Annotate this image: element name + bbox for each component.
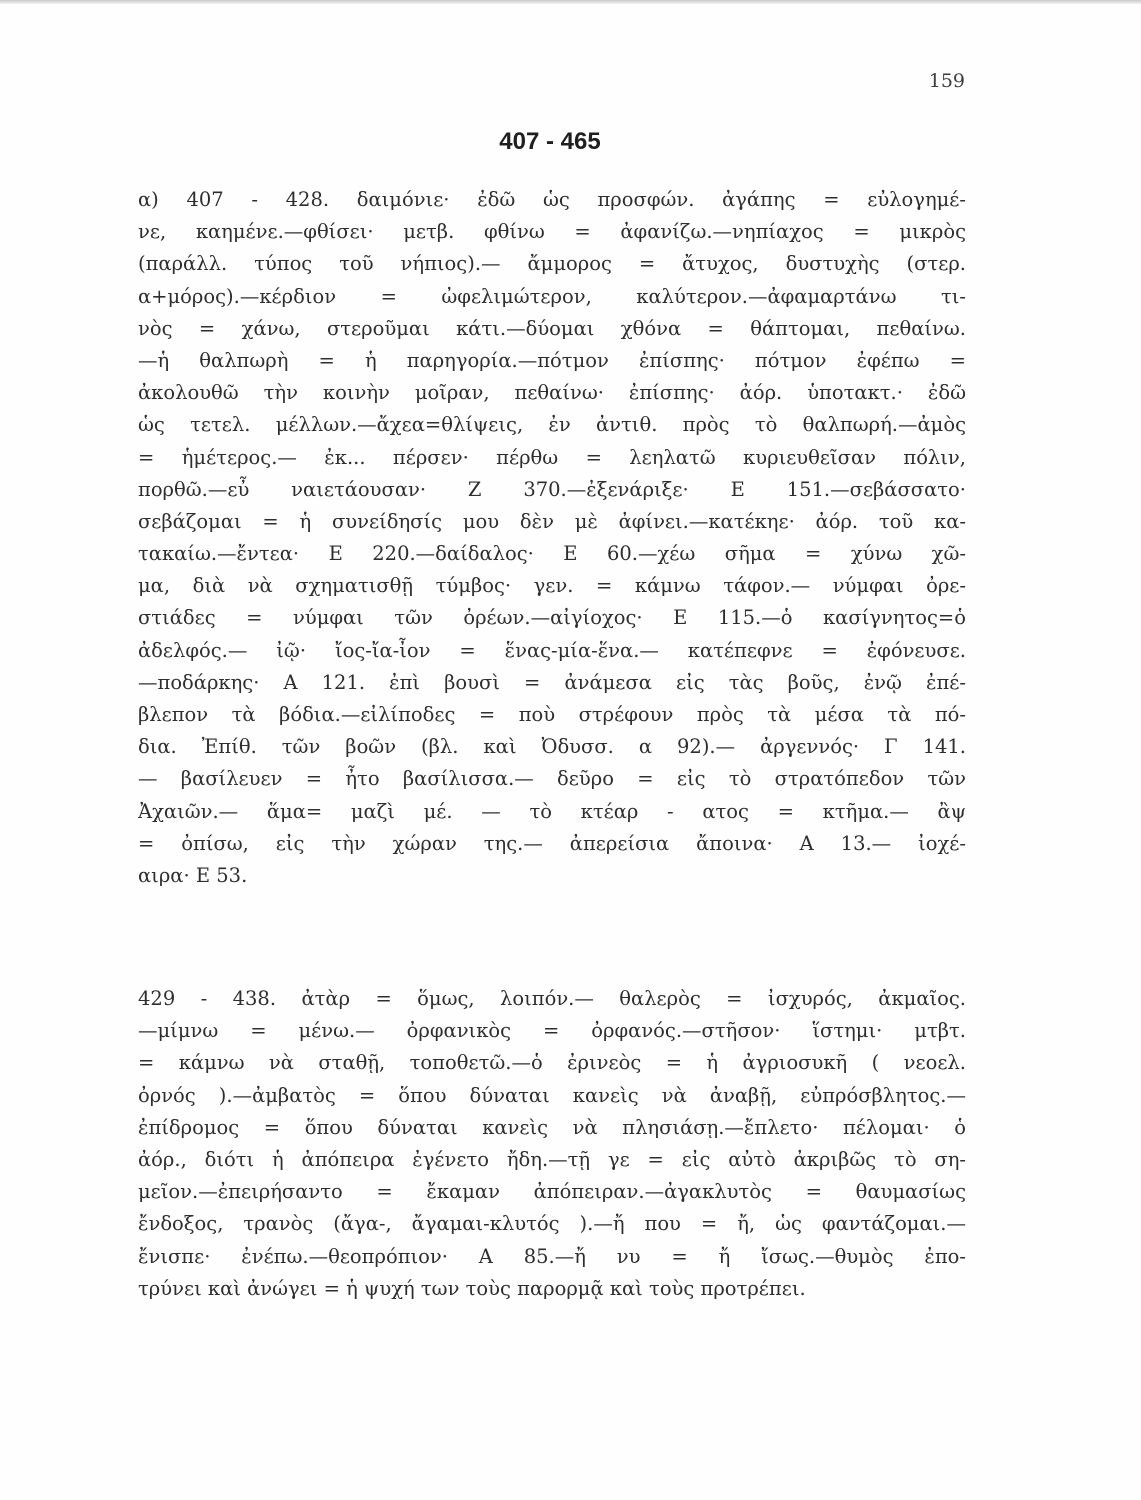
text-line: ἀκολουθῶ τὴν κοινὴν μοῖραν, πεθαίνω· ἐπίσπης· ἀόρ. ὑποτακτ.· ἐδῶ: [138, 381, 966, 405]
page-top-edge: [0, 0, 1141, 4]
text-line: τρύνει καὶ ἀνώγει = ἡ ψυχή των τοὺς παρορμᾷ καὶ τοὺς προτρέπει.: [138, 1276, 806, 1300]
text-line: ἔνδοξος, τρανὸς (ἄγα-, ἄγαμαι-κλυτός ).—ἤ που = ἤ, ὡς φαντάζομαι.—: [138, 1212, 966, 1236]
text-line: — βασίλευεν = ἦτο βασίλισσα.— δεῦρο = εἰς τὸ στρατόπεδον τῶν: [138, 767, 966, 791]
text-line: νε, καημένε.—φθίσει· μετβ. φθίνω = ἀφανίζω.—νηπίαχος = μικρὸς: [138, 220, 966, 244]
text-line: μεῖον.—ἐπειρήσαντο = ἔκαμαν ἀπόπειραν.—ἀγακλυτὸς = θαυμασίως: [138, 1180, 966, 1204]
text-line: ὡς τετελ. μέλλων.—ἄχεα=θλίψεις, ἐν ἀντιθ. πρὸς τὸ θαλπωρή.—ἀμὸς: [138, 413, 966, 437]
text-line: = ὀπίσω, εἰς τὴν χώραν της.— ἀπερείσια ἄποινα· Α 13.— ἰοχέ-: [138, 831, 966, 855]
text-line: —ποδάρκης· Α 121. ἐπὶ βουσὶ = ἀνάμεσα εἰς τὰς βοῦς, ἐνῷ ἐπέ-: [138, 670, 966, 694]
commentary-paragraph-429-438: [138, 983, 966, 1305]
text-line: ὀρνός ).—ἀμβατὸς = ὅπου δύναται κανεὶς νὰ ἀναβῇ, εὐπρόσβλητος.—: [138, 1083, 966, 1107]
text-line: αιρα· Ε 53.: [138, 863, 248, 887]
page-number: 159: [928, 70, 965, 92]
text-line: ἔνισπε· ἐνέπω.—θεοπρόπιον· Α 85.—ἤ νυ = ἤ ἴσως.—θυμὸς ἐπο-: [138, 1244, 966, 1268]
text-line: α) 407 - 428. δαιμόνιε· ἐδῶ ὡς προσφών. ἀγάπης = εὐλογημέ-: [138, 188, 966, 211]
text-line: —ἡ θαλπωρὴ = ἡ παρηγορία.—πότμον ἐπίσπης· πότμον ἐφέπω =: [138, 348, 966, 372]
text-line: = κάμνω νὰ σταθῇ, τοποθετῶ.—ὁ ἐρινεὸς = ἡ ἀγριοσυκῆ ( νεοελ.: [138, 1051, 966, 1075]
text-line: ἐπίδρομος = ὅπου δύναται κανεὶς νὰ πλησιάσῃ.—ἔπλετο· πέλομαι· ὁ: [138, 1115, 966, 1139]
section-heading: 407 - 465: [499, 128, 601, 155]
text-line: 429 - 438. ἀτὰρ = ὅμως, λοιπόν.— θαλερὸς = ἰσχυρός, ἀκμαῖος.: [138, 987, 966, 1010]
text-line: μα, διὰ νὰ σχηματισθῇ τύμβος· γεν. = κάμνω τάφον.— νύμφαι ὀρε-: [138, 574, 966, 598]
text-line: ἀόρ., διότι ἡ ἀπόπειρα ἐγένετο ἤδη.—τῇ γε = εἰς αὐτὸ ἀκριβῶς τὸ ση-: [138, 1147, 966, 1171]
text-line: ἀδελφός.— ἰῷ· ἴος-ἴα-ἶον = ἕνας-μία-ἕνα.— κατέπεφνε = ἐφόνευσε.: [138, 638, 966, 662]
commentary-paragraph-407-428: [138, 184, 966, 892]
text-line: σεβάζομαι = ἡ συνείδησίς μου δὲν μὲ ἀφίνει.—κατέκηε· ἀόρ. τοῦ κα-: [138, 509, 966, 533]
text-line: α+μόρος).—κέρδιον = ὠφελιμώτερον, καλύτερον.—ἀφαμαρτάνω τι-: [138, 284, 966, 308]
text-line: Ἀχαιῶν.— ἅμα= μαζὶ μέ. — τὸ κτέαρ - ατος = κτῆμα.— ἂψ: [138, 799, 966, 823]
text-line: νὸς = χάνω, στεροῦμαι κάτι.—δύομαι χθόνα = θάπτομαι, πεθαίνω.: [138, 316, 966, 340]
text-line: (παράλλ. τύπος τοῦ νήπιος).— ἄμμορος = ἄτυχος, δυστυχὴς (στερ.: [138, 252, 966, 276]
text-line: πορθῶ.—εὖ ναιετάουσαν· Ζ 370.—ἐξενάριξε· Ε 151.—σεβάσσατο·: [138, 477, 966, 501]
text-line: = ἡμέτερος.— ἐκ... πέρσεν· πέρθω = λεηλατῶ κυριευθεῖσαν πόλιν,: [138, 445, 966, 469]
text-line: δια. Ἐπίθ. τῶν βοῶν (βλ. καὶ Ὀδυσσ. α 92).— ἀργεννός· Γ 141.: [138, 735, 966, 759]
text-line: —μίμνω = μένω.— ὀρφανικὸς = ὀρφανός.—στῆσον· ἵστημι· μτβτ.: [138, 1019, 966, 1043]
text-line: βλεπον τὰ βόδια.—εἰλίποδες = ποὺ στρέφουν πρὸς τὰ μέσα τὰ πό-: [138, 703, 966, 726]
text-line: στιάδες = νύμφαι τῶν ὀρέων.—αἰγίοχος· Ε 115.—ὁ κασίγνητος=ὁ: [138, 606, 966, 630]
text-line: τακαίω.—ἔντεα· Ε 220.—δαίδαλος· Ε 60.—χέω σῆμα = χύνω χῶ-: [138, 542, 966, 566]
